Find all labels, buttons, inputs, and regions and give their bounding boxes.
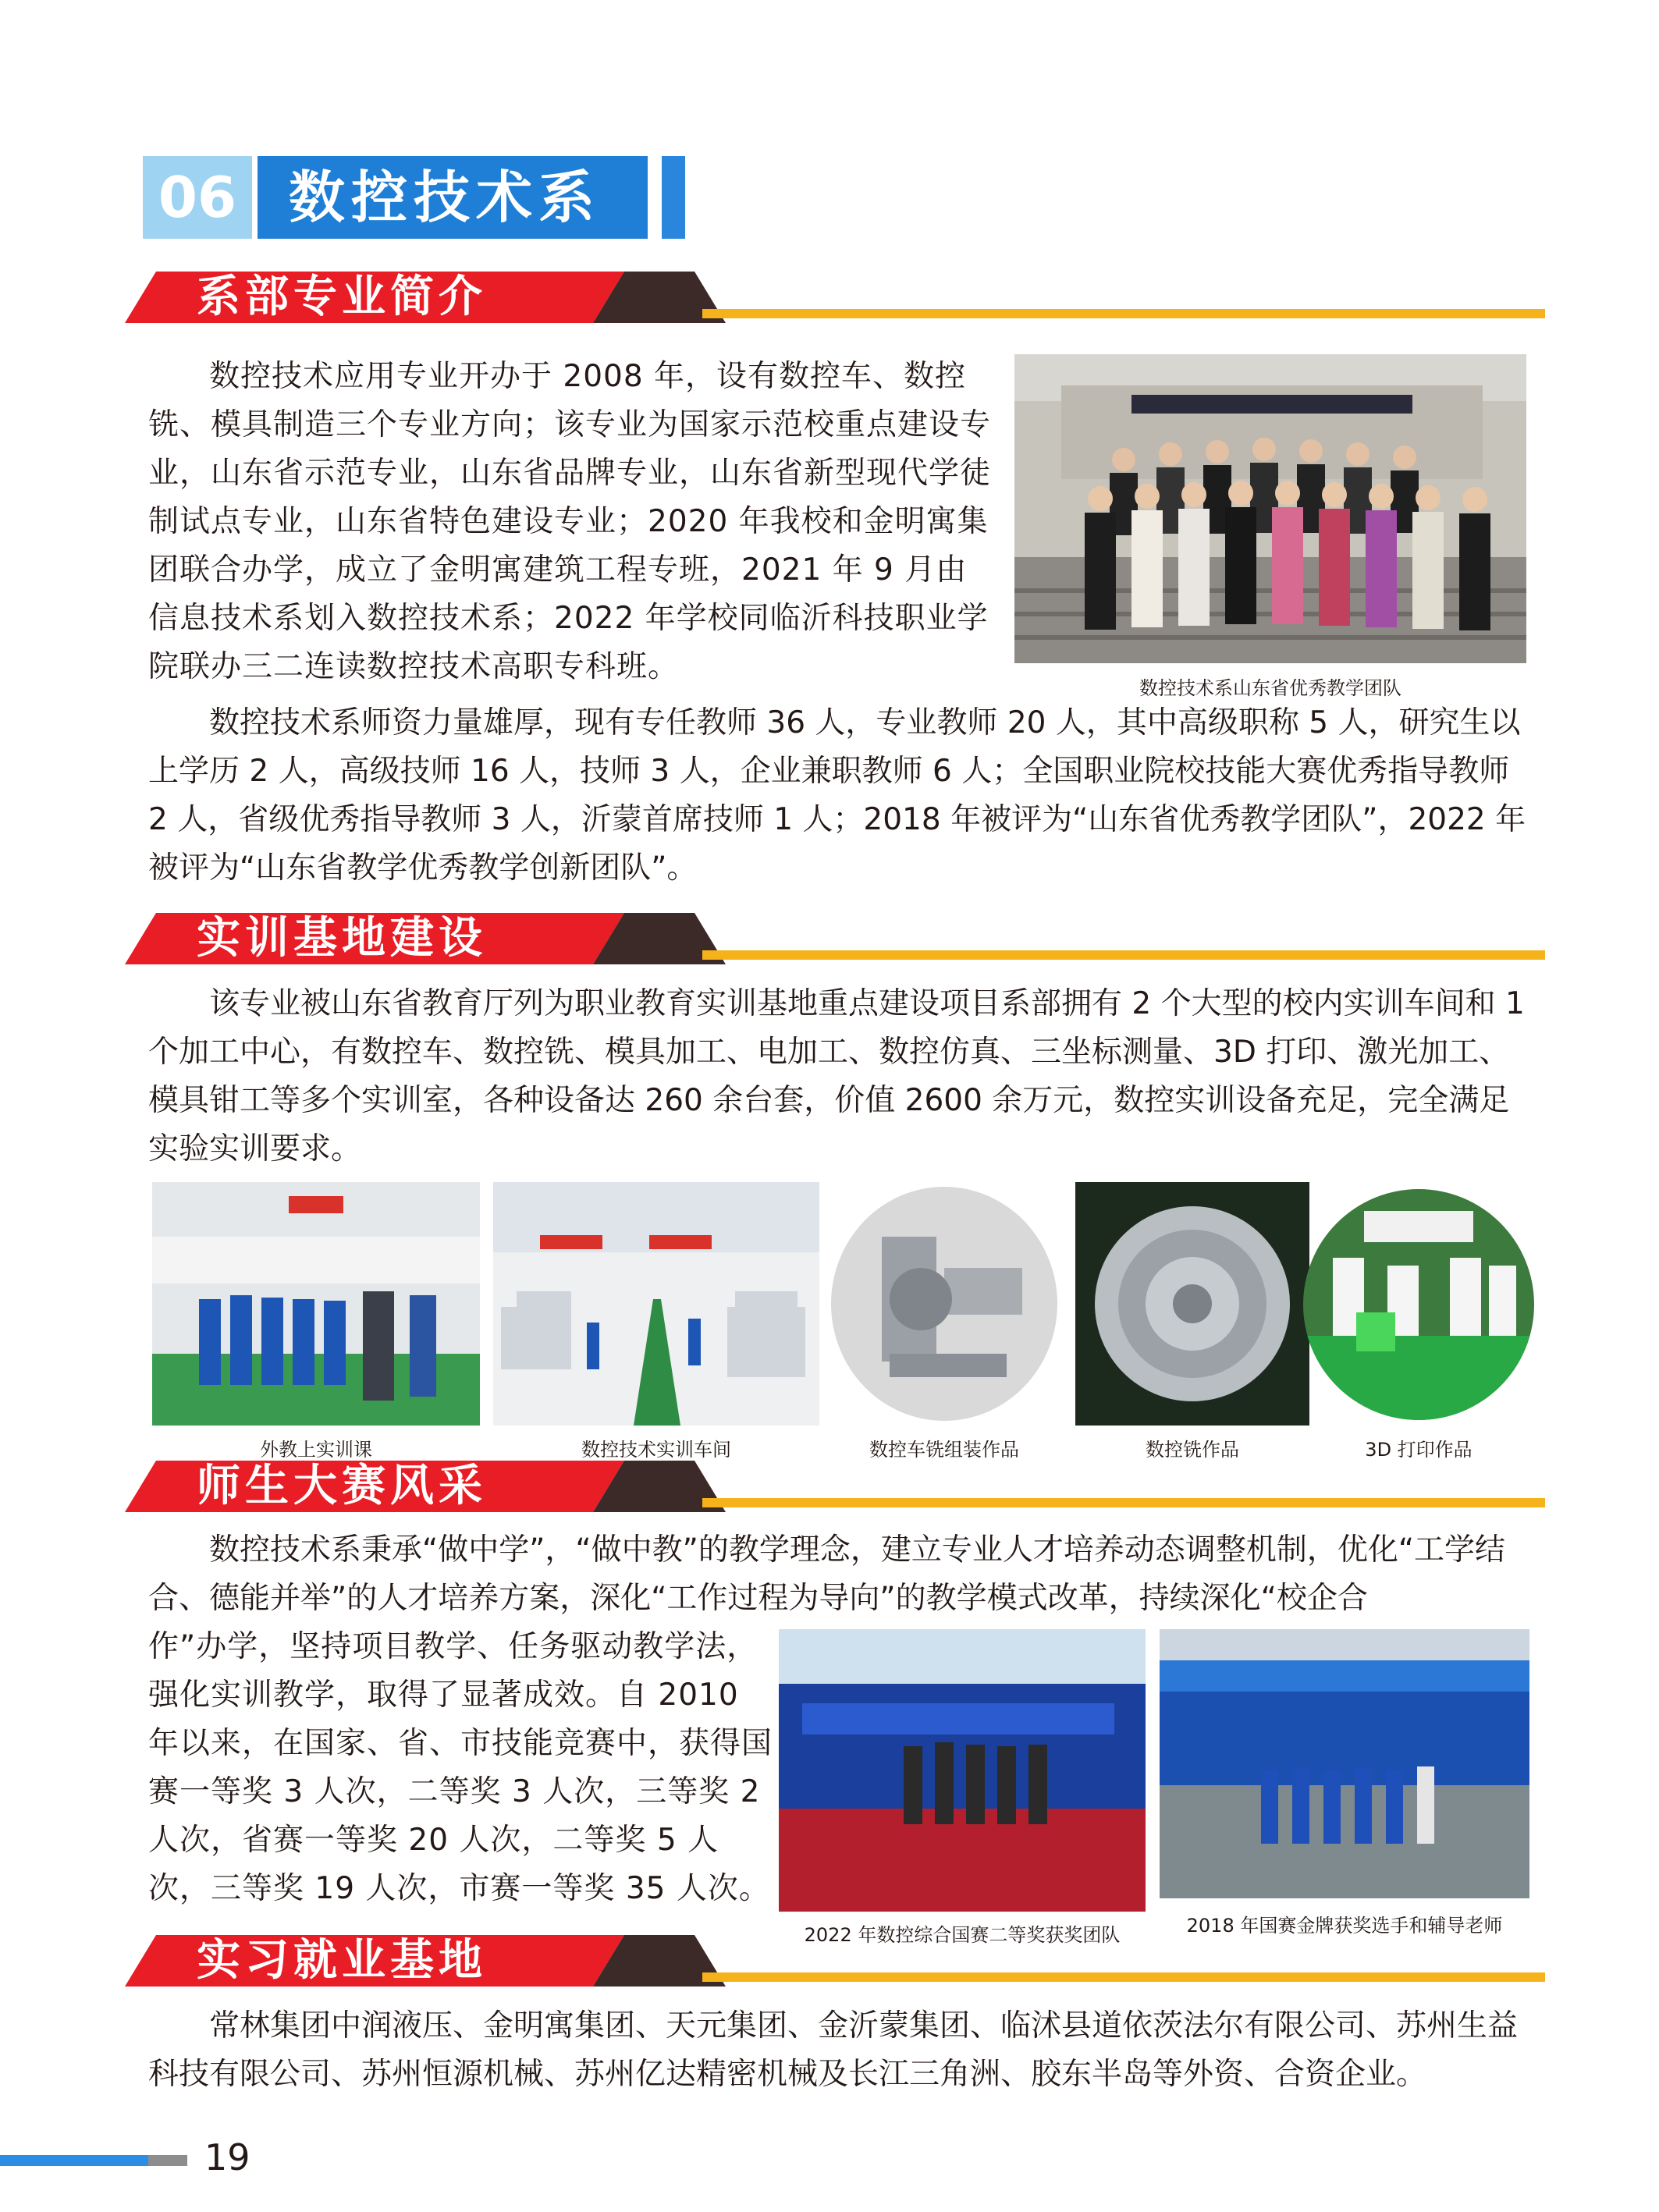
intro-paragraph-2: 数控技术系师资力量雄厚，现有专任教师 36 人，专业教师 20 人，其中高级职称 5 人，研究生以上学历 2 人，高级技师 16 人，技师 3 人，企业兼职教师 6 人；全国职业院校技能大赛优秀指导教师 2 人，省级优秀指导教师 3 人，沂蒙首席技师 1 人；2018 年被评为“山东省优秀教学团队”，2022 年被评为“山东省教学优秀教学创新团队”。 (148, 705, 1526, 886)
training-photo-2 (493, 1182, 819, 1426)
contest-photo-1-caption: 2022 年数控综合国赛二等奖获奖团队 (804, 1924, 1121, 1946)
section-banner-intro (125, 272, 1545, 323)
training-photo-4-caption: 数控铣作品 (1146, 1439, 1239, 1461)
training-photo-5-caption: 3D 打印作品 (1365, 1439, 1472, 1461)
chapter-title: 数控技术系 (258, 156, 648, 239)
section-banner-employment (125, 1935, 1545, 1987)
contest-photo-2 (1160, 1629, 1529, 1898)
training-photo-3-caption: 数控车铣组装作品 (869, 1439, 1019, 1461)
section-title-employment: 实习就业基地 (197, 1935, 487, 1986)
team-photo-caption: 数控技术系山东省优秀教学团队 (1139, 677, 1401, 699)
section-title-training: 实训基地建设 (197, 913, 487, 964)
section-banner-contest (125, 1461, 1545, 1512)
contest-paragraph-wrap: 作”办学，坚持项目教学、任务驱动教学法，强化实训教学，取得了显著成效。自 2010 年以来，在国家、省、市技能竞赛中，获得国赛一等奖 3 人次，二等奖 3 人次，三等奖 2 人次，省赛一等奖 20 人次，二等奖 5 人次，三等奖 19 人次，市赛一等奖 35 人次。 (148, 1629, 773, 1906)
contest-photo-2-caption: 2018 年国赛金牌获奖选手和辅导老师 (1186, 1915, 1503, 1937)
page-number: 19 (204, 2136, 250, 2178)
section-title-contest: 师生大赛风采 (197, 1461, 487, 1511)
section-title-intro: 系部专业简介 (197, 272, 487, 322)
training-photo-5 (1302, 1180, 1536, 1429)
training-photo-3 (827, 1182, 1061, 1426)
chapter-accent-bar (662, 156, 685, 239)
section-banner-training (125, 913, 1545, 964)
contest-paragraph-full: 数控技术系秉承“做中学”，“做中教”的教学理念，建立专业人才培养动态调整机制，优化“工学结合、德能并举”的人才培养方案，深化“工作过程为导向”的教学模式改革，持续深化“校企合 (148, 1532, 1506, 1616)
training-photo-1-caption: 外教上实训课 (260, 1439, 372, 1461)
employment-paragraph: 常林集团中润液压、金明寓集团、天元集团、金沂蒙集团、临沭县道依茨法尔有限公司、苏州生益科技有限公司、苏州恒源机械、苏州亿达精密机械及长江三角洲、胶东半岛等外资、合资企业。 (148, 2008, 1519, 2092)
training-photo-2-caption: 数控技术实训车间 (581, 1439, 731, 1461)
footer-gray-bar (148, 2155, 187, 2166)
training-photo-1 (152, 1182, 480, 1426)
footer-blue-bar (0, 2155, 148, 2166)
team-photo (1014, 354, 1526, 663)
contest-photo-1 (779, 1629, 1146, 1912)
chapter-number: 06 (143, 156, 252, 239)
intro-paragraph-1: 数控技术应用专业开办于 2008 年，设有数控车、数控铣、模具制造三个专业方向；该专业为国家示范校重点建设专业，山东省示范专业，山东省品牌专业，山东省新型现代学徒制试点专业，山东省特色建设专业；2020 年我校和金明寓集团联合办学，成立了金明寓建筑工程专班，2021 年 9 月由信息技术系划入数控技术系；2022 年学校同临沂科技职业学院联办三二连读数控技术高职专科班。 (148, 359, 992, 684)
training-paragraph: 该专业被山东省教育厅列为职业教育实训基地重点建设项目系部拥有 2 个大型的校内实训车间和 1 个加工中心，有数控车、数控铣、模具加工、电加工、数控仿真、三坐标测量、3D 打印、激光加工、模具钳工等多个实训室，各种设备达 260 余台套，价值 2600 余万元，数控实训设备充足，完全满足实验实训要求。 (148, 986, 1525, 1166)
training-photo-4 (1075, 1182, 1309, 1426)
